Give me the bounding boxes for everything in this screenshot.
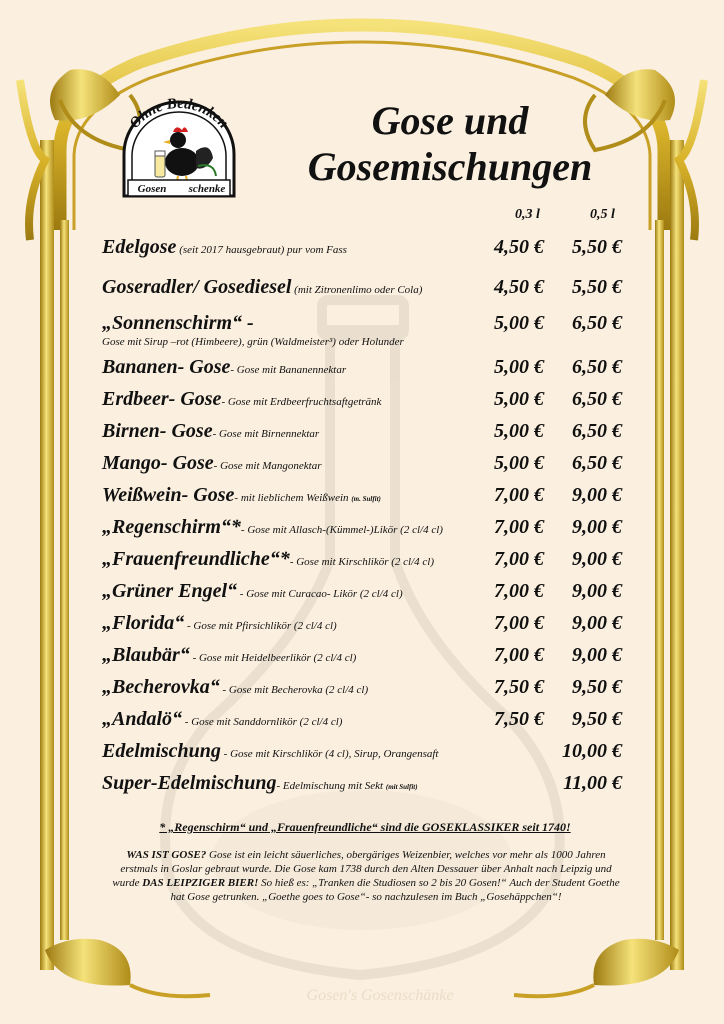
svg-text:schenke: schenke [188,183,226,195]
gosenschenke-logo [118,96,240,198]
menu-item [102,354,632,384]
price-large: 5,50 € [572,236,622,258]
item-description: - Gose mit Allasch-(Kümmel-)Likör (2 cl/4 cl) [240,524,443,536]
price-large: 9,00 € [572,516,622,538]
menu-item [102,546,632,576]
item-name [102,450,322,480]
item-description: - Gose mit Heidelbeerlikör (2 cl/4 cl) [189,652,357,664]
item-name [102,418,319,448]
item-name [102,482,381,512]
item-note: (mit Sulfit) [385,783,418,791]
price-small: 5,00 € [494,388,544,410]
footnote: * „Regenschirm“ und „Frauenfreundliche“ sind die GOSEKLASSIKER seit 1740! [159,820,571,834]
item-description: - Gose mit Mangonektar [213,460,322,472]
price-large: 9,00 € [572,548,622,570]
menu-item [102,482,632,512]
item-title: Edelgose [102,236,177,258]
price-small: 4,50 € [494,276,544,298]
price-small: 7,00 € [494,644,544,666]
price-small: 7,00 € [494,484,544,506]
svg-text:Gosen's Gosenschänke: Gosen's Gosenschänke [306,987,454,1004]
item-title: „Sonnenschirm“ - [102,312,254,334]
about-bold: DAS LEIPZIGER BIER! [142,877,259,889]
about-text-1: Gose ist ein leicht säuerliches, obergäriges Weizenbier, welches vor mehr als 1000 Jahren erstmals in Goslar gebraut wurde. Die Gose kam 1738 durch den Alten Dessauer über Anhalt nach Leipzig und wurde [112,849,612,889]
item-description: - Edelmischung mit Sekt [276,780,386,792]
item-description: - Gose mit Kirschlikör (4 cl), Sirup, Orangensaft [220,748,439,760]
item-title: Edelmischung [102,740,221,762]
price-large: 9,00 € [572,580,622,602]
menu-item [102,310,632,348]
item-title: „Grüner Engel“ [102,580,238,602]
menu-item [102,578,632,608]
item-title: „Andalö“ [102,708,183,730]
item-description: - Gose mit Birnennektar [212,428,320,440]
title-line-2: Gosemischungen [307,144,593,189]
item-title: „Frauenfreundliche“* [102,548,290,570]
item-name [102,674,368,704]
about-heading: WAS IST GOSE? [126,849,207,861]
item-description: (seit 2017 hausgebraut) pur vom Fass [176,244,347,256]
price-small: 7,50 € [494,708,544,730]
price-large: 10,00 € [562,740,622,762]
item-title: Goseradler/ Gosediesel [102,276,292,298]
item-title: „Florida“ [102,612,185,634]
item-name [102,514,443,544]
menu-item [102,274,632,304]
menu-item [102,674,632,704]
price-small: 7,50 € [494,676,544,698]
menu-item [102,450,632,480]
item-name [102,706,342,736]
item-title: Birnen- Gose [102,420,213,442]
item-title: „Regenschirm“* [102,516,241,538]
item-name [102,738,438,768]
price-large: 6,50 € [572,420,622,442]
menu-item [102,770,632,800]
svg-text:Gosen: Gosen [137,183,167,195]
item-title: Mango- Gose [102,452,214,474]
page-title [250,98,650,190]
price-small: 7,00 € [494,516,544,538]
item-name [102,610,337,640]
price-small: 5,00 € [494,356,544,378]
item-title: „Becherovka“ [102,676,220,698]
item-name [102,354,346,384]
price-small: 7,00 € [494,548,544,570]
item-name [102,234,347,264]
item-description: - Gose mit Pfirsichlikör (2 cl/4 cl) [184,620,337,632]
item-name [102,546,434,576]
item-name [102,578,403,608]
item-title: Erdbeer- Gose [102,388,222,410]
price-large: 6,50 € [572,388,622,410]
item-title: „Blaubär“ [102,644,190,666]
item-description: - mit lieblichem Weißwein [234,492,352,504]
menu-item [102,386,632,416]
item-name [102,386,381,416]
price-small: 5,00 € [494,312,544,334]
item-title: Bananen- Gose [102,356,231,378]
item-name [102,770,418,800]
about-gose [108,848,624,904]
price-small: 7,00 € [494,612,544,634]
menu-item [102,514,632,544]
price-large: 9,00 € [572,484,622,506]
item-description: - Gose mit Kirschlikör (2 cl/4 cl) [289,556,435,568]
item-description: - Gose mit Erdbeerfruchtsaftgetränk [221,396,382,408]
item-description: - Gose mit Bananennektar [230,364,347,376]
menu-item [102,706,632,736]
menu-item [102,234,632,264]
price-large: 9,50 € [572,676,622,698]
item-description: - Gose mit Sanddornlikör (2 cl/4 cl) [182,716,343,728]
item-title: Weißwein- Gose [102,484,235,506]
menu-item [102,738,632,768]
price-small: 5,00 € [494,420,544,442]
price-large: 6,50 € [572,356,622,378]
price-small: 5,00 € [494,452,544,474]
price-large: 11,00 € [563,772,622,794]
column-header-small: 0,3 l [515,207,540,222]
price-small: 4,50 € [494,236,544,258]
menu-item [102,418,632,448]
item-description: - Gose mit Curacao- Likör (2 cl/4 cl) [237,588,403,600]
price-large: 9,00 € [572,644,622,666]
menu-item [102,610,632,640]
item-name [102,274,422,304]
item-subline: Gose mit Sirup –rot (Himbeere), grün (Waldmeister³) oder Holunder [102,336,404,348]
column-header-large: 0,5 l [590,207,615,222]
item-description: (mit Zitronenlimo oder Cola) [291,284,423,296]
item-title: Super-Edelmischung [102,772,277,794]
svg-text:Ohne Bedenken: Ohne Bedenken [126,96,232,132]
item-name [102,642,356,672]
price-large: 6,50 € [572,312,622,334]
price-large: 6,50 € [572,452,622,474]
about-text-2: So hieß es: „Tranken die Studiosen so 2 bis 20 Gosen!“ Auch der Student Goethe hat Gose getrunken. „Goethe goes to Gose“- so nachzulesen im Buch „Gosehäppchen“! [170,877,620,903]
item-description: - Gose mit Becherovka (2 cl/4 cl) [219,684,369,696]
price-large: 9,50 € [572,708,622,730]
price-large: 5,50 € [572,276,622,298]
title-line-1: Gose und [371,98,529,143]
price-large: 9,00 € [572,612,622,634]
price-small: 7,00 € [494,580,544,602]
menu-item [102,642,632,672]
item-note: (m. Sulfit) [351,495,381,503]
